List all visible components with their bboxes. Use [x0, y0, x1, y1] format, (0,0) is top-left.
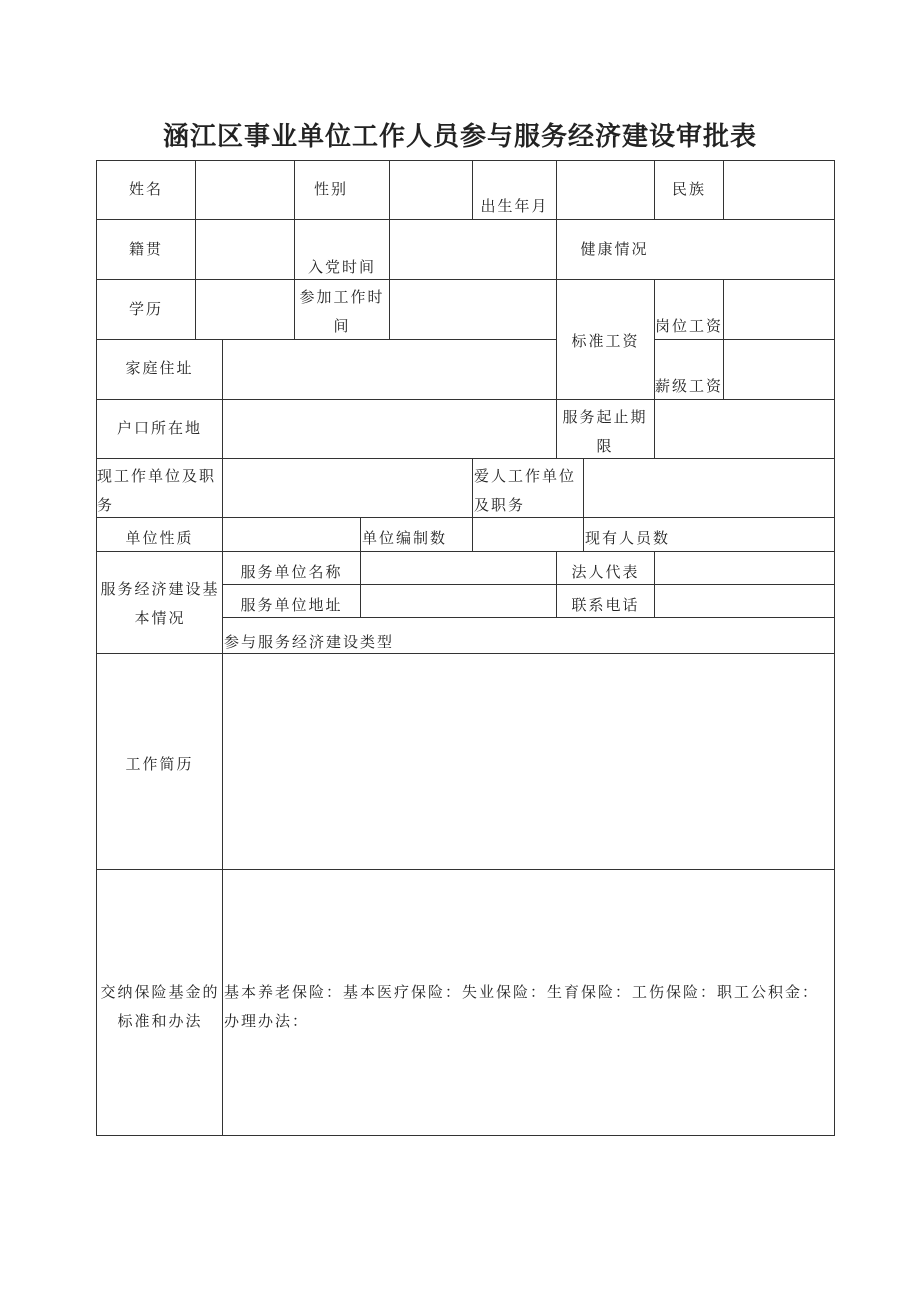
- current-unit-label: 现工作单位及职务: [97, 467, 217, 514]
- education-label: 学历: [128, 300, 163, 318]
- unit-nature-label: 单位性质: [125, 529, 194, 547]
- unit-quota-label: 单位编制数: [362, 529, 448, 547]
- resume-label: 工作简历: [125, 755, 194, 773]
- native-place-label: 籍贯: [128, 240, 163, 258]
- post-salary-label: 岗位工资: [655, 317, 724, 335]
- insurance-label: 交纳保险基金的标准和办法: [100, 983, 220, 1030]
- service-period-label: 服务起止期限: [562, 408, 648, 455]
- current-staff-label: 现有人员数: [585, 529, 671, 547]
- gender-label: 性别: [313, 180, 348, 198]
- service-type-label: 参与服务经济建设类型: [224, 633, 395, 651]
- grade-salary-label: 薪级工资: [655, 377, 724, 395]
- birth-label: 出生年月: [480, 197, 549, 215]
- form-title: 涵江区事业单位工作人员参与服务经济建设审批表: [162, 122, 757, 152]
- phone-label: 联系电话: [571, 596, 640, 614]
- insurance-content: 基本养老保险：基本医疗保险：失业保险：生育保险：工伤保险：职工公积金：办理办法：: [224, 983, 820, 1030]
- spouse-unit-label: 爱人工作单位及职务: [474, 467, 577, 514]
- hukou-label: 户口所在地: [116, 419, 202, 437]
- legal-rep-label: 法人代表: [571, 563, 640, 581]
- service-basic-label: 服务经济建设基本情况: [100, 580, 220, 627]
- work-start-label: 参加工作时间: [299, 288, 385, 335]
- service-unit-name-label: 服务单位名称: [240, 563, 343, 581]
- home-address-label: 家庭住址: [125, 359, 194, 377]
- party-date-label: 入党时间: [307, 258, 376, 276]
- health-label: 健康情况: [580, 240, 649, 258]
- service-unit-address-label: 服务单位地址: [240, 596, 343, 614]
- standard-salary-label: 标准工资: [571, 332, 640, 350]
- ethnicity-label: 民族: [671, 180, 706, 198]
- name-label: 姓名: [128, 180, 163, 198]
